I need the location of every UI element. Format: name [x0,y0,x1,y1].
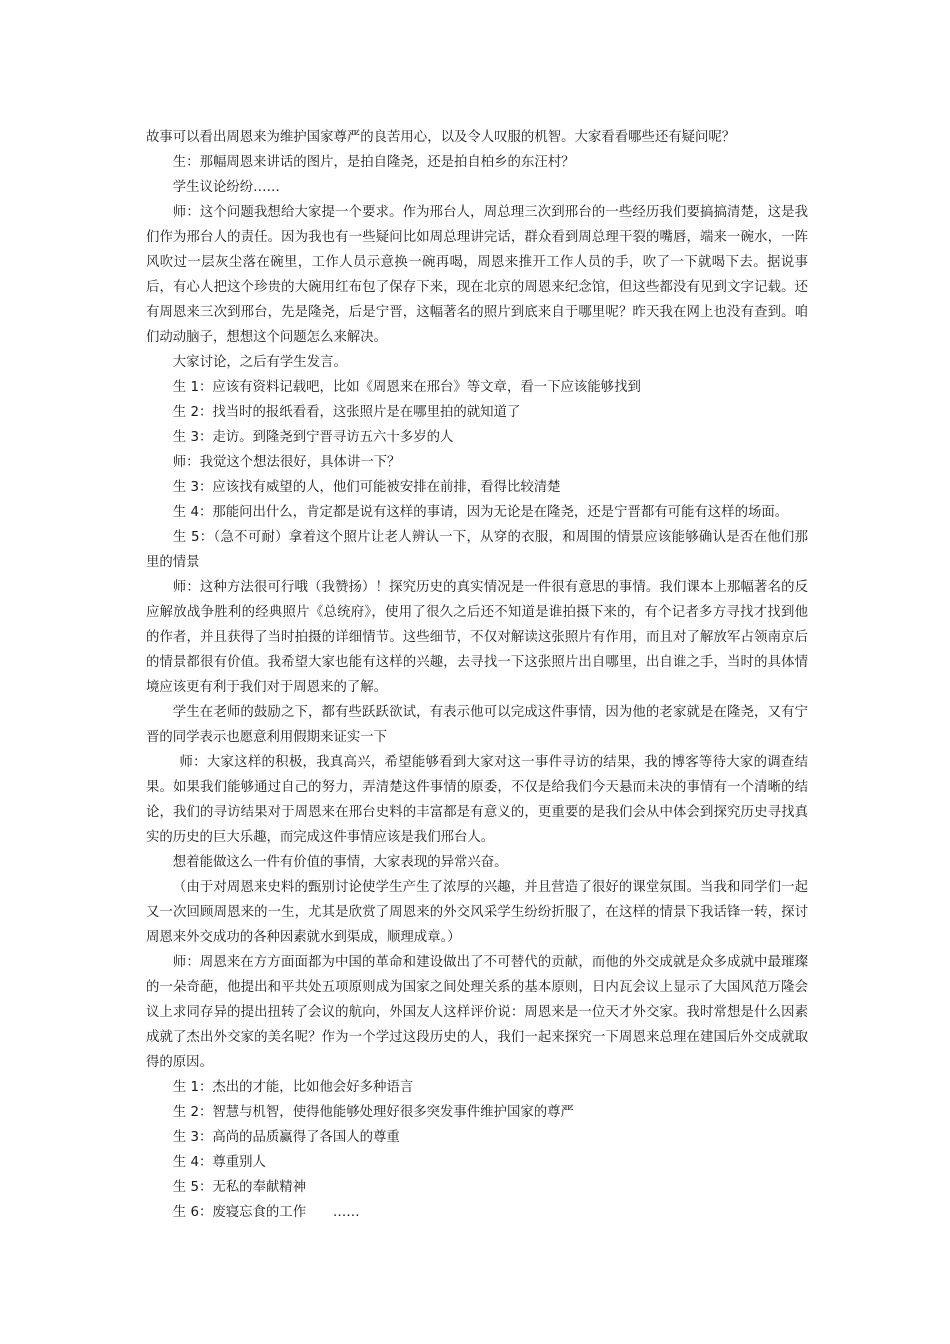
paragraph-excitement: 想着能做这么一件有价值的事情，大家表现的异常兴奋。 [172,855,508,870]
paragraph-student-4: 生 4：那能问出什么，肯定都是说有这样的事请，因为无论是在隆尧，还是宁晋都有可能有这样的场面。 [172,505,789,520]
paragraph-teacher-diplomacy: 师：周恩来在方方面面都为中国的革命和建设做出了不可替代的贡献，而他的外交成就是众多成就中最璀璨的一朵奇葩，他提出和平共处五项原则成为国家之间处理关系的基本原则，日内瓦会议上显示了大国风范万隆会议上求同存异的提出扭转了会议的航向，外国友人这样评价说：周恩来是一位天才外交家。我时常想是什么因素成就了杰出外交家的美名呢？作为一个学过这段历史的人，我们一起来探究一下周恩来总理在建国后外交成就取得的原因。 [146,955,808,1070]
document-page [146,125,808,1225]
paragraph-answer-6: 生 6：废寝忘食的工作 …… [172,1205,360,1220]
paragraph-answer-4: 生 4：尊重别人 [172,1155,266,1170]
paragraph-discussion: 学生议论纷纷…… [172,180,280,195]
paragraph-answer-2: 生 2：智慧与机智，使得他能够处理好很多突发事件维护国家的尊严 [172,1105,574,1120]
paragraph-student-2: 生 2：找当时的报纸看看，这张照片是在哪里拍的就知道了 [172,405,521,420]
paragraph-student-3: 生 3：走访。到隆尧到宁晋寻访五六十多岁的人 [172,430,454,445]
paragraph-student-3-detail: 生 3：应该找有威望的人，他们可能被安排在前排，看得比较清楚 [172,480,561,495]
paragraph-answer-3: 生 3：高尚的品质赢得了各国人的尊重 [172,1130,400,1145]
paragraph-teacher-praise: 师：这种方法很可行哦（我赞扬）！探究历史的真实情况是一件很有意思的事情。我们课本上那幅著名的反应解放战争胜利的经典照片《总统府》，使用了很久之后还不知道是谁拍摄下来的，有个记者多方寻找才找到他的作者，并且获得了当时拍摄的详细情节。这些细节，不仅对解读这张照片有作用，而且对了解放军占领南京后的情景都很有价值。我希望大家也能有这样的兴趣，去寻找一下这张照片出自哪里，出自谁之手，当时的具体情境应该更有利于我们对于周恩来的了解。 [146,580,808,695]
paragraph-reflection-note: （由于对周恩来史料的甄别讨论使学生产生了浓厚的兴趣，并且营造了很好的课堂氛围。当我和同学们一起又一次回顾周恩来的一生，尤其是欣赏了周恩来的外交风采学生纷纷折服了，在这样的情景下我话锋一转，探讨周恩来外交成功的各种因素就水到渠成，顺理成章。） [146,880,808,945]
paragraph-student-1: 生 1：应该有资料记载吧，比如《周恩来在邢台》等文章，看一下应该能够找到 [172,380,641,395]
paragraph-answer-5: 生 5：无私的奉献精神 [172,1180,307,1195]
paragraph-student-5: 生 5：（急不可耐）拿着这个照片让老人辨认一下，从穿的衣服，和周围的情景应该能够确认是否在他们那里的情景 [146,530,808,570]
paragraph-answer-1: 生 1：杰出的才能，比如他会好多种语言 [172,1080,414,1095]
paragraph-teacher-request: 师：这个问题我想给大家提一个要求。作为邢台人，周总理三次到邢台的一些经历我们要搞搞清楚，这是我们作为邢台人的责任。因为我也有一些疑问比如周总理讲完话，群众看到周总理干裂的嘴唇，端来一碗水，一阵风吹过一层灰尘落在碗里，工作人员示意换一碗再喝，周恩来推开工作人员的手，吹了一下就喝下去。据说事后，有心人把这个珍贵的大碗用红布包了保存下来，现在北京的周恩来纪念馆，但这些都没有见到文字记载。还有周恩来三次到邢台，先是隆尧，后是宁晋，这幅著名的照片到底来自于哪里呢？昨天我在网上也没有查到。咱们动动脑子，想想这个问题怎么来解决。 [146,205,808,345]
paragraph-student-question: 生：那幅周恩来讲话的图片，是拍自隆尧，还是拍自柏乡的东汪村？ [172,155,575,170]
paragraph-teacher-followup: 师：我觉这个想法很好，具体讲一下？ [172,455,401,470]
paragraph-students-eager: 学生在老师的鼓励之下，都有些跃跃欲试，有表示他可以完成这件事情，因为他的老家就是在隆尧，又有宁晋的同学表示也愿意利用假期来证实一下 [146,705,808,745]
paragraph-teacher-blog: 师：大家这样的积极，我真高兴，希望能够看到大家对这一事件寻访的结果，我的博客等待大家的调查结果。如果我们能够通过自己的努力，弄清楚这件事情的原委，不仅是给我们今天悬而未决的事情有一个清晰的结论，我们的寻访结果对于周恩来在邢台史料的丰富都是有意义的，更重要的是我们会从中体会到探究历史寻找真实的历史的巨大乐趣，而完成这件事情应该是我们邢台人。 [146,755,808,845]
paragraph-continuation: 故事可以看出周恩来为维护国家尊严的良苦用心，以及令人叹服的机智。大家看看哪些还有疑问呢？ [146,130,736,145]
paragraph-group-discussion: 大家讨论，之后有学生发言。 [172,355,347,370]
